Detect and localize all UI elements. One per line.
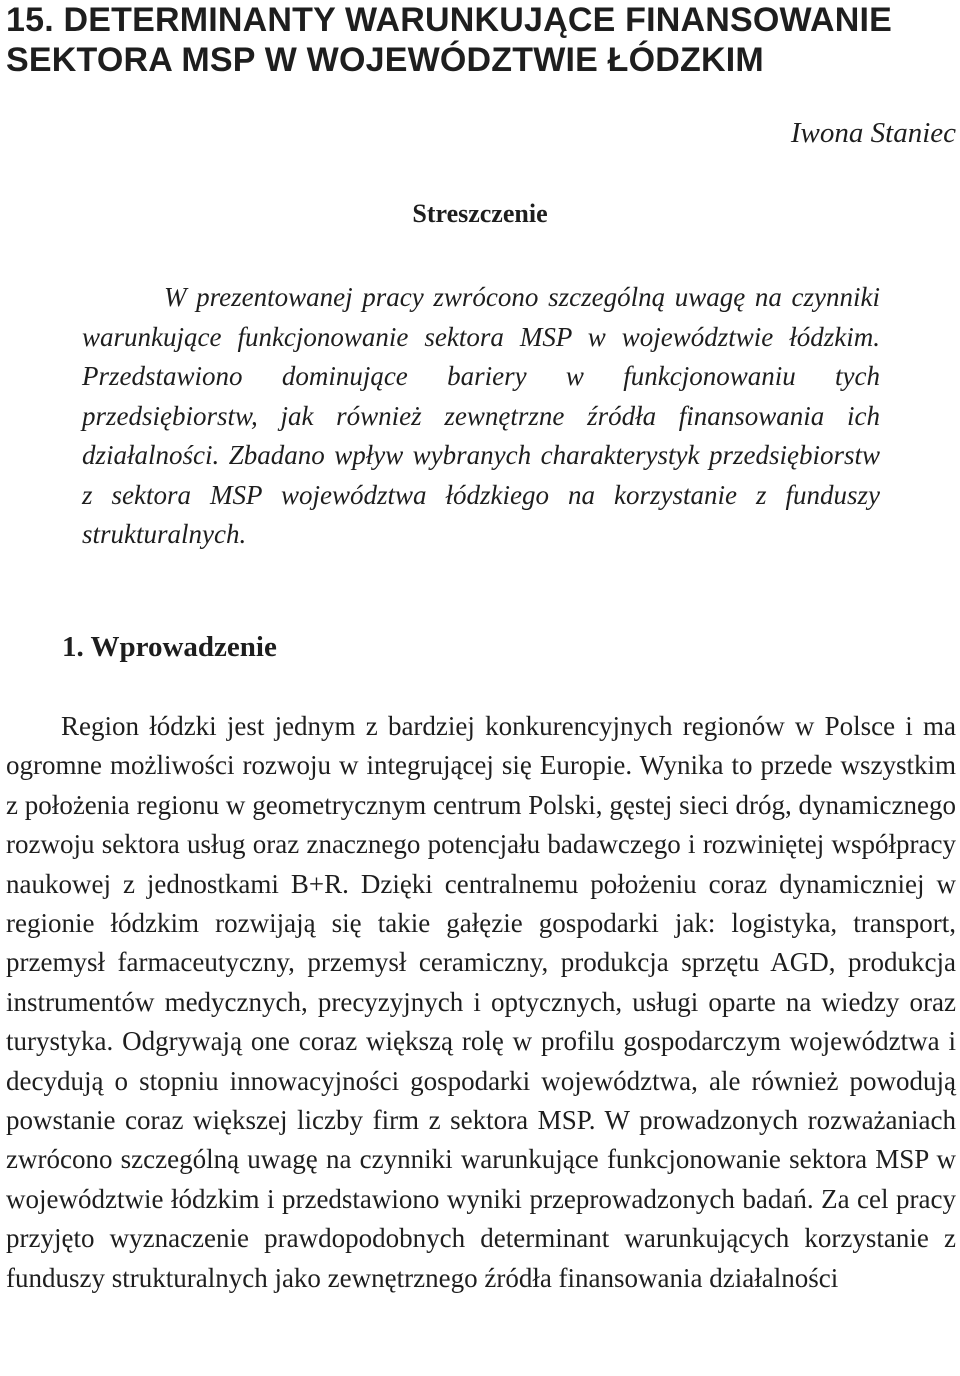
author-name: Iwona Staniec [790,117,956,149]
body-paragraph: Region łódzki jest jednym z bardziej konkurencyjnych regionów w Polsce i ma ogromne możliwości rozwoju w integrującej się Europie. Wynika to przede wszystkim z położenia regionu w geometrycznym centrum Polski, gęstej sieci dróg, dynamicznego rozwoju sektora usług oraz znacznego potencjału badawczego i rozwiniętej współpracy naukowej z jednostkami B+R. Dzięki centralnemu położeniu coraz dynamiczniej w regionie łódzkim rozwijają się takie gałęzie gospodarki jak: logistyka, transport, przemysł farmaceutyczny, przemysł ceramiczny, produkcja sprzętu AGD, produkcja instrumentów medycznych, precyzyjnych i optycznych, usługi oparte na wiedzy oraz turystyka. Odgrywają one coraz większą rolę w profilu gospodarczym województwa i decydują o stopniu innowacyjności gospodarki województwa, ale również powodują powstanie coraz większej liczby firm z sektora MSP. W prowadzonych rozważaniach zwrócono szczególną uwagę na czynniki warunkujące funkcjonowanie sektora MSP w województwie łódzkim i przedstawiono wyniki przeprowadzonych badań. Za cel pracy przyjęto wyznaczenie prawdopodobnych determinant warunkujących korzystanie z funduszy strukturalnych jako zewnętrznego źródła finansowania działalności [6,711,956,1293]
section-heading: 1. Wprowadzenie [62,631,277,663]
abstract-heading: Streszczenie [412,199,548,228]
abstract-paragraph: W prezentowanej pracy zwrócono szczególną uwagę na czynniki warunkujące funkcjonowanie sektora MSP w województwie łódzkim. Przedstawiono dominujące bariery w funkcjonowaniu tych przedsiębiorstw, jak również zewnętrzne źródła finansowania ich działalności. Zbadano wpływ wybranych charakterystyk przedsiębiorstw z sektora MSP województwa łódzkiego na korzystanie z funduszy strukturalnych. [82,282,880,549]
chapter-title: 15. DETERMINANTY WARUNKUJĄCE FINANSOWANIE SEKTORA MSP W WOJEWÓDZTWIE ŁÓDZKIM [6,1,892,79]
